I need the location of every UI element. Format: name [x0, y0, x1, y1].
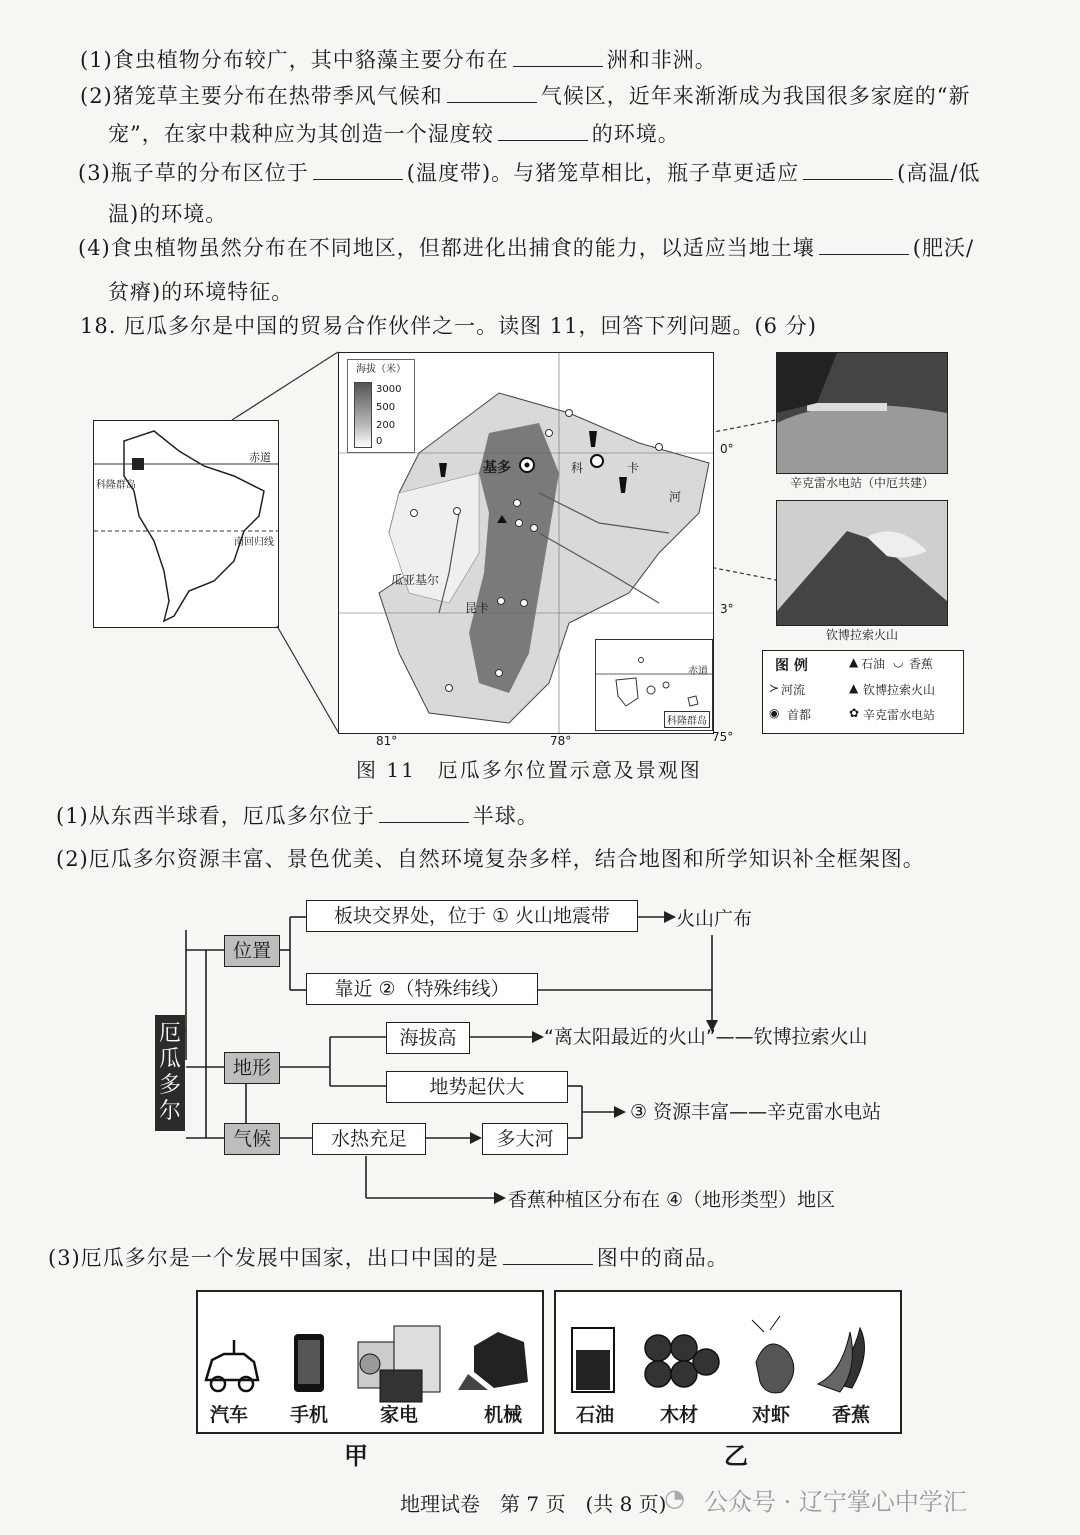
q17-line-5: 温)的环境。 [108, 202, 228, 226]
q18-title: 18. 厄瓜多尔是中国的贸易合作伙伴之一。读图 11，回答下列问题。(6 分) [80, 314, 817, 338]
elevation-tick: 0 [376, 436, 383, 447]
framework-nearest-sun: “离太阳最近的火山”——钦博拉索火山 [544, 1026, 868, 1048]
framework-high-alt: 海拔高 [386, 1022, 470, 1054]
framework-water-heat: 水热充足 [312, 1123, 426, 1155]
ecuador-main-map [338, 352, 714, 734]
framework-near-box: 靠近 ②（特殊纬线） [306, 973, 538, 1005]
hydro-icon: ✿ [849, 706, 860, 720]
q17-line-3: 宠”，在家中栽种应为其创造一个湿度较 的环境。 [108, 122, 680, 146]
answer-blank[interactable] [503, 1246, 593, 1265]
lon-78-label: 78° [550, 734, 572, 748]
river-icon: ≻ [769, 681, 780, 695]
legend-hydro: 辛克雷水电站 [863, 708, 936, 722]
product-timber: 木材 [660, 1404, 699, 1426]
legend-capital: 首都 [787, 708, 812, 722]
framework-rivers: 多大河 [482, 1123, 568, 1155]
cuenca-label: 昆卡 [465, 601, 490, 615]
q18-sub3: (3)厄瓜多尔是一个发展中国家，出口中国的是 图中的商品。 [48, 1246, 729, 1270]
lat-3-label: 3° [720, 602, 734, 616]
lat-0-label: 0° [720, 442, 734, 456]
wechat-icon: ◔ [664, 1484, 685, 1512]
hydro-station-photo [776, 352, 948, 474]
framework-terrain: 地形 [224, 1052, 280, 1084]
watermark: 公众号 · 辽宁掌心中学汇 [704, 1488, 967, 1516]
group-yi-label: 乙 [724, 1442, 748, 1470]
product-shrimp: 对虾 [752, 1404, 791, 1426]
river-label-ke: 科 [571, 461, 584, 475]
quito-label: 基多 [483, 460, 511, 476]
framework-root: 厄瓜多尔 [155, 1015, 185, 1131]
oil-icon: ▲ [849, 655, 859, 669]
capital-icon: ◉ [769, 706, 780, 720]
volcano-photo-icon [777, 501, 947, 625]
q18-sub2: (2)厄瓜多尔资源丰富、景色优美、自然环境复杂多样，结合地图和所学知识补全框架图。 [56, 847, 925, 871]
volcano-photo-caption: 钦博拉索火山 [825, 628, 898, 642]
q17-line-4: (3)瓶子草的分布区位于 (温度带)。与猪笼草相比，瓶子草更适应 (高温/低 [78, 161, 981, 185]
river-label-ka: 卡 [627, 461, 640, 475]
framework-climate: 气候 [224, 1123, 280, 1155]
product-group-yi [554, 1290, 902, 1434]
group-jia-label: 甲 [344, 1442, 368, 1470]
q17-line-6: (4)食虫植物虽然分布在不同地区，但都进化出捕食的能力，以适应当地土壤 (肥沃/ [78, 236, 975, 260]
figure-caption: 图 11 厄瓜多尔位置示意及景观图 [356, 758, 702, 782]
equator-label-small: 赤道 [249, 451, 271, 464]
product-appliance: 家电 [380, 1404, 419, 1426]
elevation-legend [347, 359, 415, 453]
legend-title: 图 例 [775, 658, 808, 674]
inset-equator-label: 赤道 [688, 666, 708, 677]
legend-oil: 石油 [861, 657, 886, 671]
legend-river: 河流 [781, 683, 806, 697]
legend-banana: 香蕉 [909, 657, 934, 671]
hydro-photo-caption: 辛克雷水电站（中厄共建） [789, 476, 934, 490]
page-footer: 地理试卷 第 7 页 (共 8 页) [400, 1492, 667, 1516]
galapagos-inset [595, 639, 713, 731]
volcano-photo [776, 500, 948, 626]
q18-sub1: (1)从东西半球看，厄瓜多尔位于 半球。 [56, 804, 539, 828]
elevation-tick: 3000 [376, 384, 402, 395]
elevation-legend-title: 海拔（米） [356, 364, 406, 375]
elevation-tick: 500 [376, 402, 396, 413]
inset-galapagos-label: 科隆群岛 [664, 711, 710, 728]
lon-75-label: 75° [712, 730, 734, 744]
framework-volcano-wide: 火山广布 [676, 908, 753, 930]
product-group-jia [196, 1290, 544, 1434]
framework-banana: 香蕉种植区分布在 ④（地形类型）地区 [508, 1189, 836, 1211]
lon-81-label: 81° [376, 734, 398, 748]
banana-icon: ◡ [893, 655, 904, 669]
elevation-color-ramp [354, 382, 372, 448]
product-machinery: 机械 [484, 1404, 523, 1426]
dam-photo-icon [777, 353, 947, 473]
q17-line-2: (2)猪笼草主要分布在热带季风气候和 气候区，近年来渐渐成为我国很多家庭的“新 [80, 84, 971, 108]
galapagos-label-small: 科隆群岛 [96, 480, 136, 491]
product-banana: 香蕉 [832, 1404, 871, 1426]
map-legend [762, 650, 964, 734]
product-car: 汽车 [210, 1404, 249, 1426]
product-phone: 手机 [290, 1404, 329, 1426]
answer-blank[interactable] [379, 804, 469, 823]
framework-location: 位置 [224, 935, 280, 967]
product-oil: 石油 [576, 1404, 615, 1426]
guayaquil-label: 瓜亚基尔 [391, 573, 440, 587]
framework-relief: 地势起伏大 [386, 1071, 568, 1103]
tropic-label: 南回归线 [234, 537, 274, 548]
river-label-he: 河 [669, 490, 682, 504]
framework-plate-box: 板块交界处，位于 ① 火山地震带 [306, 900, 638, 932]
q17-line-7: 贫瘠)的环境特征。 [108, 280, 294, 304]
q17-line-1: (1)食虫植物分布较广，其中貉藻主要分布在 洲和非洲。 [80, 48, 717, 72]
volcano-icon: ▲ [849, 681, 859, 695]
elevation-tick: 200 [376, 420, 396, 431]
framework-resources: ③ 资源丰富——辛克雷水电站 [630, 1101, 882, 1123]
legend-volcano: 钦博拉索火山 [863, 683, 936, 697]
